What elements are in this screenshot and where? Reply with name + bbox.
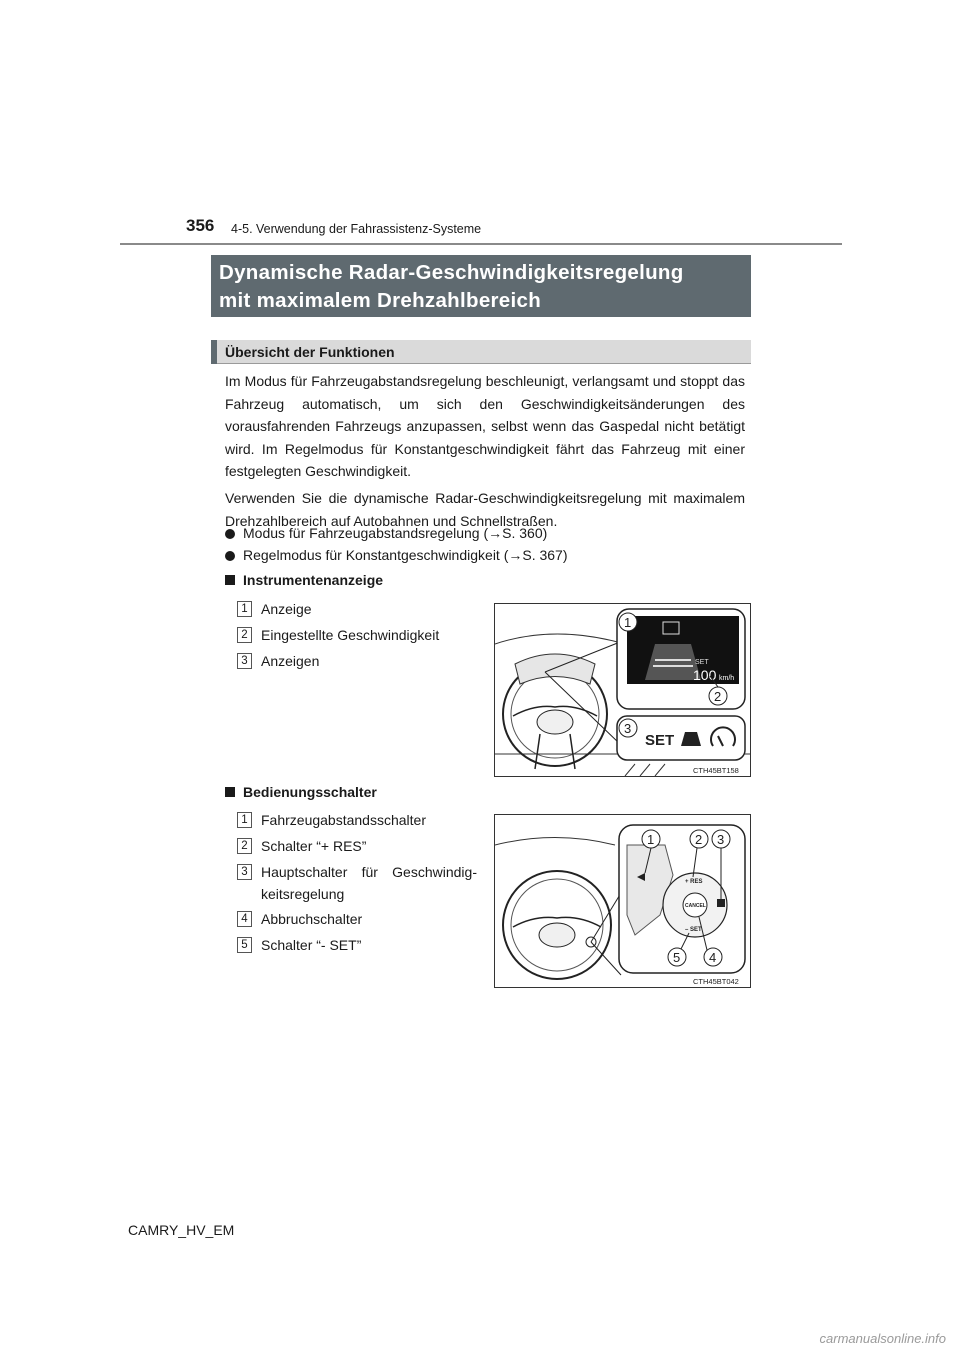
switches-heading-text: Bedienungsschalter: [243, 784, 377, 800]
set-small-label: SET: [695, 659, 709, 666]
switch-callout-2: 2: [695, 832, 703, 847]
switch-callout-3: 3: [717, 832, 725, 847]
steering-switch-illustration: [494, 814, 751, 988]
callout-number: 4: [237, 911, 252, 927]
title-line-1: Dynamische Radar-Geschwindigkeitsregelung: [219, 261, 684, 284]
figure-code: CTH45BT158: [693, 766, 739, 775]
watermark[interactable]: carmanualsonline.info: [819, 1331, 946, 1346]
switch-callout-1: 1: [647, 832, 655, 847]
usage-paragraph: Verwenden Sie die dynamische Radar-Geschwindigkeitsregelung mit maximalem Drehzahlbereich auf Autobahnen und Schnellstraßen.: [225, 490, 745, 529]
switch-callout-5: 5: [673, 950, 681, 965]
callout-number: 3: [237, 653, 252, 669]
instrument-callout-item: [237, 650, 319, 672]
callout-label: Fahrzeugabstandsschalter: [261, 812, 426, 828]
switch-callout-item: [237, 809, 426, 831]
callout-label: Abbruchschalter: [261, 911, 363, 927]
intro-paragraph: Im Modus für Fahrzeugabstandsregelung beschleunigt, verlangsamt und stoppt das Fahrzeug automatisch, um sich den Geschwindigkeitsänderungen des vorausfahrenden Fahrzeugs anzupassen, selbst wenn das Gaspedal nicht betätigt wird. Im Regelmodus für Konstantgeschwindigkeit fährt das Fahrzeug mit einer festgelegten Geschwindigkeit.: [225, 373, 745, 479]
callout-2-label: 2: [714, 689, 722, 704]
callout-number: 1: [237, 812, 252, 828]
bullet-item: [225, 523, 547, 543]
callout-label: Anzeigen: [261, 653, 320, 669]
speed-unit: km/h: [719, 675, 735, 682]
page-number: 356: [186, 216, 215, 235]
section-heading: [211, 340, 751, 364]
set-label: – SET: [685, 927, 702, 933]
footer-label: CAMRY_HV_EM: [128, 1222, 235, 1238]
figure-code: CTH45BT042: [693, 977, 739, 986]
bullet-item: [225, 545, 568, 565]
bullet-dot: [225, 529, 235, 539]
page-title: [211, 255, 751, 317]
instrument-cluster-illustration: [494, 603, 751, 777]
switch-callout-item: [237, 934, 361, 956]
switch-callout-item: [237, 835, 366, 857]
title-line-2: mit maximalem Drehzahlbereich: [219, 289, 542, 312]
section-heading-text: Übersicht der Funktionen: [225, 344, 395, 360]
callout-3-label: 3: [624, 721, 632, 736]
instruments-heading-text: Instrumentenanzeige: [243, 572, 384, 588]
bullet-text: Modus für Fahrzeugabstandsregelung (→S. 360): [243, 525, 548, 541]
callout-number: 1: [237, 601, 252, 617]
cancel-label: CANCEL: [685, 903, 706, 909]
instruments-heading: [225, 572, 383, 588]
switch-callout-item: [237, 908, 362, 930]
callout-number: 2: [237, 838, 252, 854]
speed-value: 100: [693, 667, 717, 683]
callout-1-label: 1: [624, 615, 632, 630]
instrument-callout-item: [237, 624, 439, 646]
set-indicator: SET: [645, 732, 675, 749]
switch-callout-item: [237, 861, 477, 905]
callout-label: Eingestellte Geschwindigkeit: [261, 627, 440, 643]
callout-number: 5: [237, 937, 252, 953]
running-head: 4-5. Verwendung der Fahrassistenz-Systeme: [231, 222, 482, 236]
header-rule: [120, 243, 842, 245]
callout-number: 2: [237, 627, 252, 643]
bullet-dot: [225, 551, 235, 561]
callout-label: Schalter “+ RES”: [261, 838, 367, 854]
bullet-text: Regelmodus für Konstantgeschwindigkeit (→S. 367): [243, 547, 568, 563]
callout-label: Hauptschalter für Geschwindigkeitsregelung: [261, 864, 477, 902]
callout-label: Schalter “- SET”: [261, 937, 362, 953]
instrument-callout-item: [237, 598, 312, 620]
square-bullet: [225, 575, 235, 585]
section-accent: [211, 340, 217, 364]
switch-callout-4: 4: [709, 950, 717, 965]
square-bullet: [225, 787, 235, 797]
switches-heading: [225, 784, 377, 800]
callout-label: Anzeige: [261, 601, 312, 617]
callout-number: 3: [237, 864, 252, 880]
res-label: + RES: [685, 879, 703, 885]
